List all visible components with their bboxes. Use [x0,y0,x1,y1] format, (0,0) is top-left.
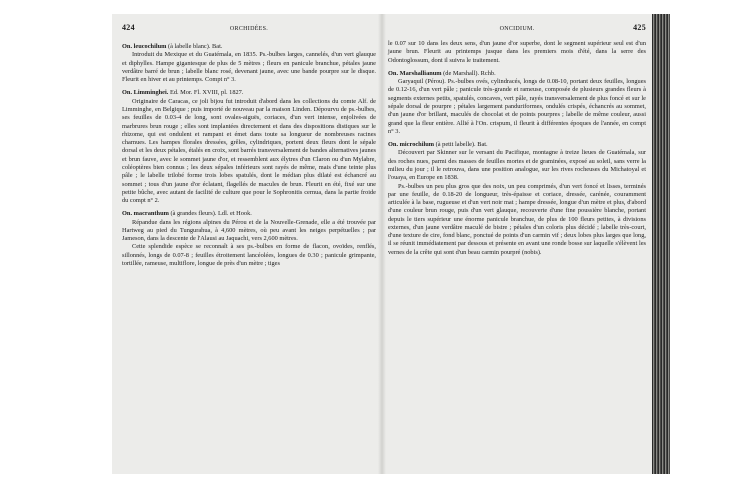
species-name: On. microchilum [388,141,435,149]
body-paragraph: Ps.-bulbes un peu plus gros que des noix, un peu comprimés, d'un vert foncé et lisses, terminés par une feuille, de 0.18-20 de longueur, très-épaisse et coriace, dressée, carénée, couramment articulée à la base, rugueuse et d'un vert noir mat ; hampe dressée, longue d'un mètre et plus, d'abord d'une couleur brun rouge, puis d'un vert glauque, recouverte d'une fine poussière blanche, portant depuis le tiers supérieur une énorme panicule branchue, de plus de 100 fleurs petites, à divisions externes, d'un jaune verdâtre maculé de bistre ; pétales d'un coloris plus décidé ; labelle très-court, d'une texture de cire, fond blanc, ponctué de points d'un carmin vif ; deux lobes plus larges que long, il se réunit immédiatement par dessous et présente en avant une ronde bosse sur laquelle s'élèvent les vernes de la crête qui sont d'un beau carmin pourpré (nobis). [388,182,646,256]
species-entry [388,141,646,149]
page-header [388,24,646,38]
species-authority: Ed. Mor. Fl. XVIII, pl. 1827. [168,89,244,97]
species-name: On. Limminghei. [122,89,169,97]
species-authority: (à grandes fleurs). Ldl. et Hook. [168,210,252,218]
species-authority: (de Marshall). Rchb. [441,69,496,77]
page-edges [652,14,670,474]
page-header [122,24,376,38]
left-text [122,43,376,268]
body-paragraph: Garyaquil (Pérou). Ps.-bulbes ovés, cylindracés, longs de 0.08-10, portant deux feuilles, longues de 0.12-16, d'un vert pâle ; panicule très-grande et rameuse, composée de plusieurs grandes fleurs à segments externes petits, spatulés, concaves, vert pâle, rayés transversalement de plus foncé et sur le sépale dorsal de pourpre ; pétales largement panduriformes, ondulés crispés, échancrés au sommet, d'un jaune d'or brillant, maculés de chocolat et de points pourpres ; labelle de même couleur, aussi grand que la fleur entière. Allié à l'On. crispum, il fleurit à différentes époques de l'année, en compt n° 3. [388,78,646,135]
running-title: ONCIDIUM. [499,26,535,32]
species-entry [122,89,376,97]
body-paragraph: Découvert par Skinner sur le versant du Pacifique, montagne à treize lieues de Guatémala, sur des roches nues, parmi des masses de feuilles mortes et de graminées, exposé au soleil, sans verre la milieu du jour ; il le retrouva, dans une position analogue, sur les rives rocheuses du Michatoyal et l'ouaya, en Europe en 1838. [388,149,646,182]
species-authority: (à petit labelle). Bat. [434,141,488,149]
page-number: 424 [122,23,135,32]
species-name: On. Marshallianum [388,69,442,77]
body-paragraph: le 0.07 sur 10 dans les deux sens, d'un jaune d'or superbe, dont le segment supérieur seul est d'un jaune brun. Fleurit au printemps jusque dans les premiers mois d'été, dans la serre des Odontoglossum, dont il suivra le traitement. [388,40,646,64]
species-entry [122,43,376,51]
book-spread [112,14,670,474]
species-entry [122,210,376,218]
body-paragraph: Originaire de Caracas, ce joli bijou fut introduit d'abord dans les collections du comte Alf. de Limminghe, en Belgique ; puis importé de nouveau par la maison Linden. Dépourvu de ps.-bulbes, ses feuilles de 0.03-4 de long, sont ovales-aiguës, coriaces, d'un vert intense, enjolivées de marbrures brun rouge ; elles sont implantées directement et dans des dispositions distiques sur le rhizome, qui est ondulent et rampant et émet dans toute sa longueur de nombreuses racines charnues. Les hampes florales dressées, grêles, cylindriques, portent deux fleurs dont le sépale dorsal et les deux pétales, étalés en croix, sont barrés transversalement de bandes alternatives jaunes et brun fauve, avec le sommet jaune d'or, et ressemblent aux élytres d'un Claron ou d'un Mylabre, coléoptères bien connus ; les deux sépales inférieurs sont rayés de même, mais d'une teinte plus pâle ; le labelle trilobé forme trois lobes spatulés, dont le médian plus dilaté est échancré au sommet ; tous d'un jaune d'or éclatant, flagellés de macules de brun. Fleurit en été, fixé sur une petite bûche, avec autant de facilité de culture que pour le Sophronitis cernua, dans la partie froide du compt n° 2. [122,97,377,205]
left-page [118,14,380,474]
body-paragraph: Introduit du Mexique et du Guatémala, en 1835. Ps.-bulbes larges, cannelés, d'un vert glauque et diphylles. Hampe gigantesque de plus de 5 mètres ; fleurs en panicule branchue, pétales jaune verdâtre barré de brun ; labelle blanc rosé, devenant jaune, avec une bande pourpre sur le disque. Fleurit en hiver et au printemps. Compt n° 3. [122,51,376,84]
species-name: On. macranthum [122,210,169,218]
page-number: 425 [633,23,646,32]
species-entry [388,70,646,78]
body-paragraph: Répandue dans les régions alpines du Pérou et de la Nouvelle-Grenade, elle a été trouvée par Hartweg au pied du Tungurahua, à 4,600 mètres, où peu avant les neiges perpétuelles ; par Jameson, dans la descente de l'Alausi au Jaquachi, vers 2,600 mètres. [122,218,376,243]
species-name: On. leucochilum [122,43,167,50]
species-authority: (à labelle blanc). Bat. [166,43,223,50]
body-paragraph: Cette splendide espèce se reconnaît à ses ps.-bulbes en forme de flacon, ovoïdes, renflés, sillonnés, longs de 0.07-8 ; feuilles étroitement lancéolées, longues de 0.30 ; panicule grimpante, tortillée, rameuse, multiflore, longue de près d'un mètre ; tiges [122,243,376,268]
right-text [388,40,646,257]
running-title: ORCHIDÉES. [229,26,269,32]
right-page [384,14,650,474]
